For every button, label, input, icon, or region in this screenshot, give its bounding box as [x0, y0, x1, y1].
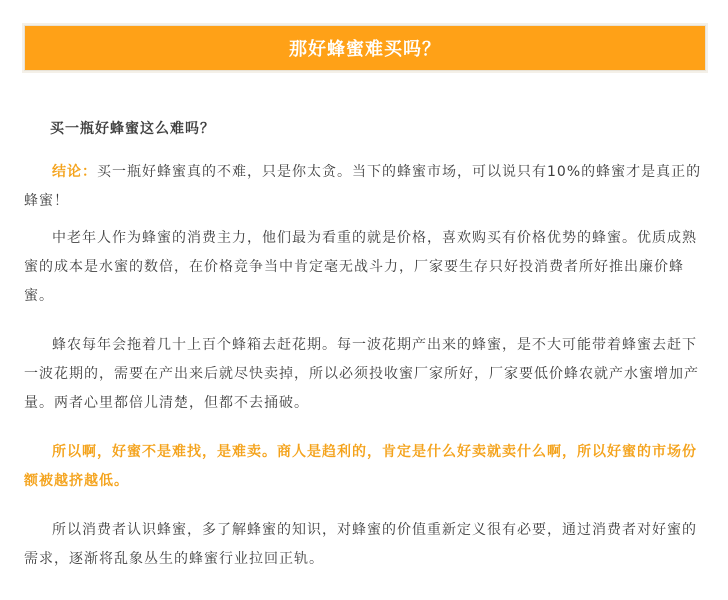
conclusion-label: 结论： — [52, 164, 97, 180]
conclusion-text: 买一瓶好蜂蜜真的不难，只是你太贪。当下的蜂蜜市场，可以说只有10%的蜂蜜才是真正的蜂蜜！ — [24, 164, 702, 209]
title-banner — [24, 25, 706, 71]
banner-title: 那好蜂蜜难买吗？ — [289, 39, 441, 60]
conclusion-paragraph — [24, 158, 704, 216]
article-question: 买一瓶好蜂蜜这么难吗？ — [50, 121, 215, 137]
paragraph-consumers: 中老年人作为蜂蜜的消费主力，他们最为看重的就是价格，喜欢购买有价格优势的蜂蜜。优质成熟蜜的成本是水蜜的数倍，在价格竞争当中肯定毫无战斗力，厂家要生存只好投消费者所好推出廉价蜂蜜。 — [24, 230, 697, 304]
paragraph-beekeepers: 蜂农每年会拖着几十上百个蜂箱去赶花期。每一波花期产出来的蜂蜜，是不大可能带着蜂蜜去赶下一波花期的，需要在产出来后就尽快卖掉，所以必须投收蜜厂家所好，厂家要低价蜂农就产水蜜增加产量。两者心里都倍儿清楚，但都不去捅破。 — [24, 337, 699, 411]
article-body — [24, 118, 704, 574]
highlight-paragraph: 所以啊，好蜜不是难找，是难卖。商人是趋利的，肯定是什么好卖就卖什么啊，所以好蜜的市场份额被越挤越低。 — [24, 444, 697, 489]
paragraph-closing: 所以消费者认识蜂蜜，多了解蜂蜜的知识，对蜂蜜的价值重新定义很有必要，通过消费者对好蜜的需求，逐渐将乱象丛生的蜂蜜行业拉回正轨。 — [24, 522, 697, 567]
